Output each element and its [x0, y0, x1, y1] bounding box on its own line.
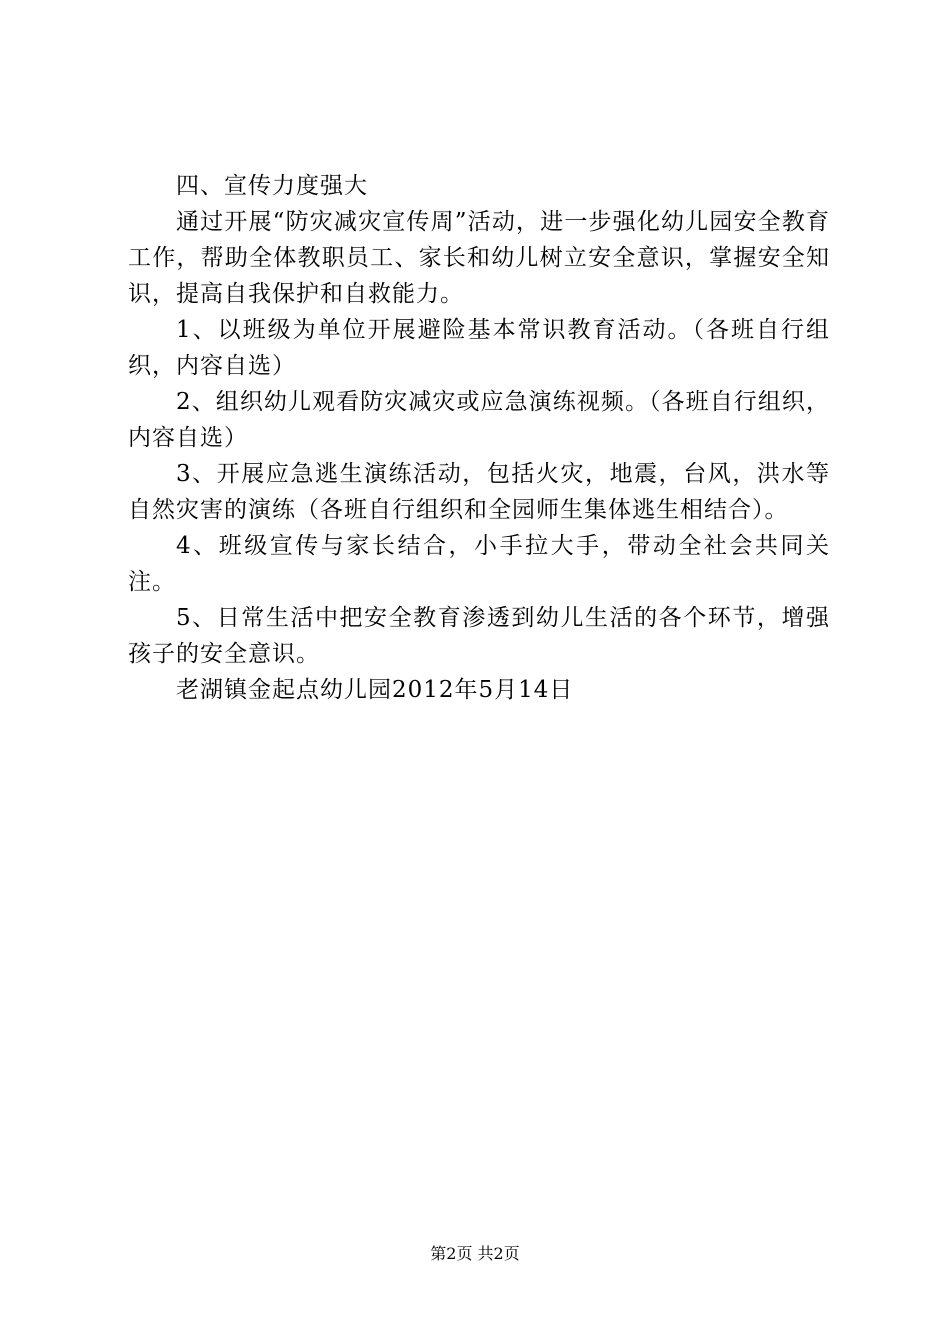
signature-line: 老湖镇金起点幼儿园2012年5月14日: [176, 677, 574, 703]
page-footer: 第2页 共2页: [430, 1244, 520, 1263]
document-body: [128, 168, 830, 708]
list-item-2: 2、组织幼儿观看防灾减灾或应急演练视频。（各班自行组织，内容自选）: [128, 389, 830, 451]
list-item-3: 3、开展应急逃生演练活动，包括火灾，地震，台风，洪水等自然灾害的演练（各班自行组织和全园师生集体逃生相结合）。: [128, 461, 830, 523]
list-item-5: 5、日常生活中把安全教育渗透到幼儿生活的各个环节，增强孩子的安全意识。: [128, 605, 830, 667]
list-item-1: 1、以班级为单位开展避险基本常识教育活动。（各班自行组织，内容自选）: [128, 317, 830, 379]
intro-paragraph: 通过开展“防灾减灾宣传周”活动，进一步强化幼儿园安全教育工作，帮助全体教职员工、家长和幼儿树立安全意识，掌握安全知识，提高自我保护和自救能力。: [128, 209, 830, 307]
list-item-4: 4、班级宣传与家长结合，小手拉大手，带动全社会共同关注。: [128, 533, 830, 595]
section-heading: 四、宣传力度强大: [176, 173, 368, 199]
